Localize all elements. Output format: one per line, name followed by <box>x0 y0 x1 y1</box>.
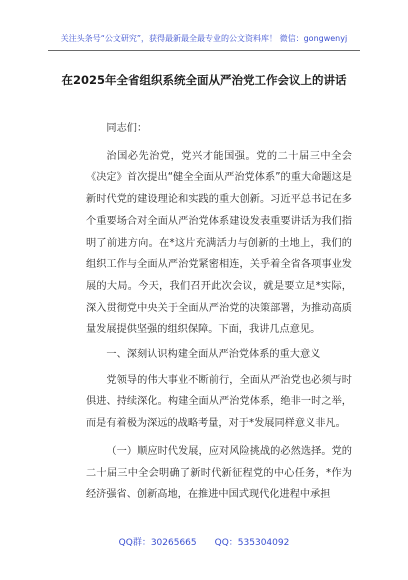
document-body <box>86 118 352 506</box>
section-paragraph: 党领导的伟大事业不断前行，全面从严治党也必须与时俱进、持续深化。构建全面从严治党体系，绝非一时之举，而是有着极为深远的战略考量，对于*发展同样意义非凡。 <box>86 374 352 430</box>
section-heading: 一、深刻认识构建全面从严治党体系的重大意义 <box>106 349 321 361</box>
intro-paragraph: 治国必先治党，党兴才能国强。党的二十届三中全会《决定》首次提出“健全全面从严治党体系”的重大命题这是新时代党的建设理论和实践的重大创新。习近平总书记在多个重要场合对全面从严治党体系建设发表重要讲话为我们指明了前进方向。在*这片充满活力与创新的土地上，我们的组织工作与全面从严治党紧密相连，关乎着全省各项事业发展的大局。今天，我们召开此次会议，就是要立足*实际，深入贯彻党中央关于全面从严治党的决策部署，为推动高质量发展提供坚强的组织保障。下面，我讲几点意见。 <box>86 150 352 336</box>
header-promo-text: 关注头条号“公文研究”，获得最新最全最专业的公文资料库！ 微信：gongwenyj <box>60 34 348 43</box>
footer-contact-text: QQ群：30265665 QQ：535304092 <box>118 538 290 548</box>
header-divider <box>48 50 360 51</box>
salutation: 同志们： <box>106 123 148 134</box>
document-title: 在2025年全省组织系统全面从严治党工作会议上的讲话 <box>61 73 347 87</box>
subsection-paragraph: （一）顺应时代发展，应对风险挑战的必然选择。党的二十届三中全会明确了新时代新征程党的中心任务，*作为经济强省、创新高地，在推进中国式现代化进程中承担 <box>86 445 352 501</box>
